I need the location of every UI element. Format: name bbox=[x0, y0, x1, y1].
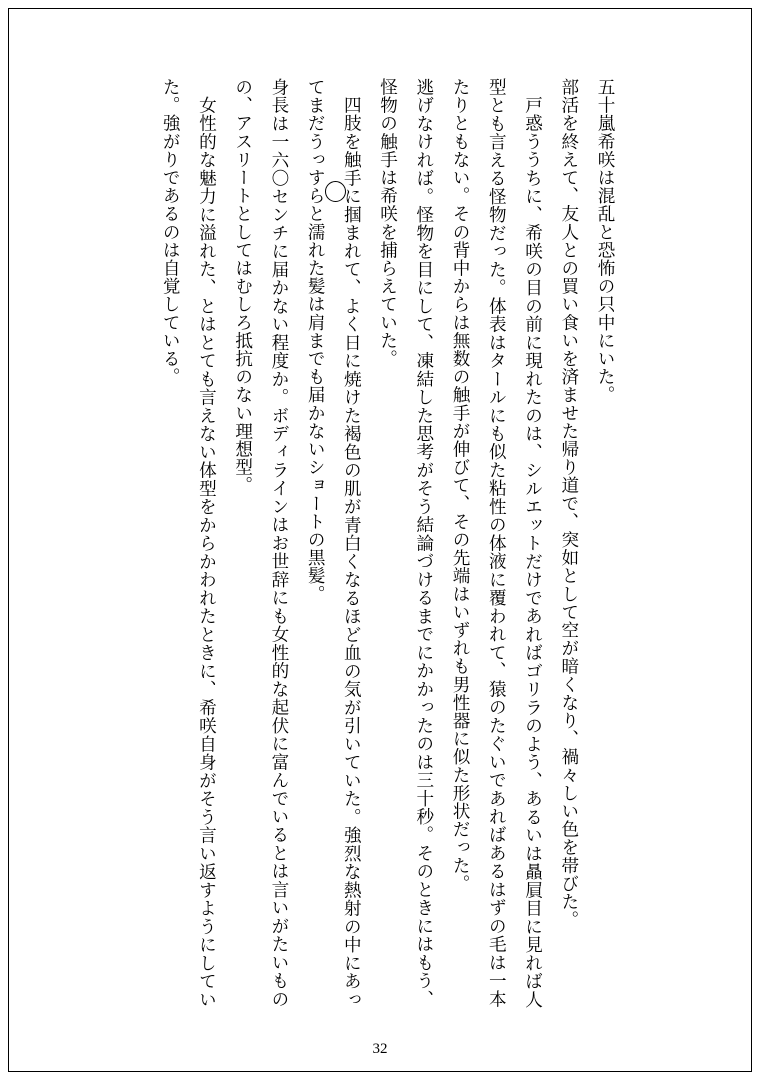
page-number: 32 bbox=[372, 1041, 388, 1057]
paragraph: 五十嵐希咲は混乱と恐怖の只中にいた。 bbox=[596, 78, 616, 404]
paragraph: 身長は一六〇センチに届かない程度か。ボディラインはお世辞にも女性的な起伏に富んでいるとは言いがたいものの、アスリートとしてはむしろ抵抗のない理想型。 bbox=[233, 78, 290, 1008]
paragraph: 逃げなければ。怪物を目にして、凍結した思考がそう結論づけるまでにかかったのは三十秒。そのときにはもう、怪物の触手は希咲を捕らえていた。 bbox=[378, 78, 435, 1008]
vertical-text-body bbox=[104, 78, 624, 1008]
paragraph: 四肢を触手に掴まれて、よく日に焼けた褐色の肌が青白くなるほど血の気が引いていた。強烈な熱射の中にあってまだうっすらと濡れた髪は肩までも届かないショートの黒髪。 bbox=[306, 78, 363, 1008]
paragraph: 戸惑ううちに、希咲の目の前に現れたのは、シルエットだけであればゴリラのよう、あるいは贔屓目に見れば人型とも言える怪物だった。体表はタールにも似た粘性の体液に覆われて、猿のたぐいであればあるはずの毛は一本たりともない。その背中からは無数の触手が伸びて、その先端はいずれも男性器に似た形状だった。 bbox=[451, 78, 544, 1008]
paragraph: 女性的な魅力に溢れた、とはとても言えない体型をからかわれたときに、希咲自身がそう言い返すようにしていた。強がりであるのは自覚している。 bbox=[161, 78, 218, 1008]
paragraph: 部活を終えて、友人との買い食いを済ませた帰り道で、突如として空が暗くなり、禍々しい色を帯びた。 bbox=[559, 78, 580, 929]
